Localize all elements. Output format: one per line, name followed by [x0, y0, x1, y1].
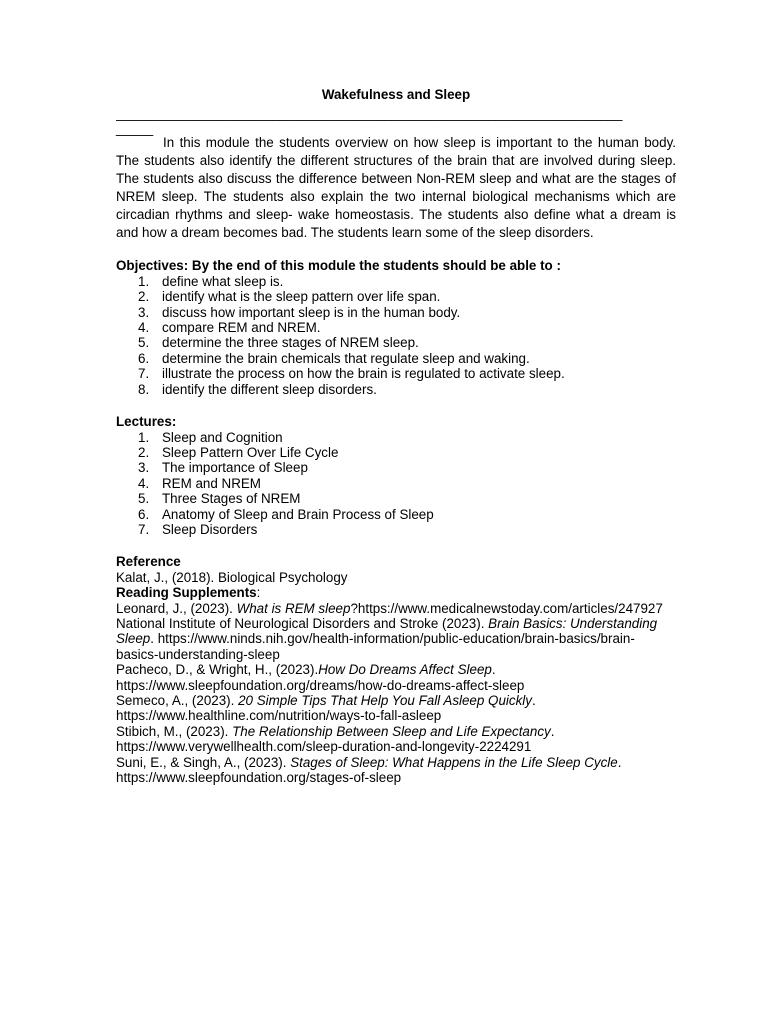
list-item — [138, 460, 676, 476]
list-number: 7. — [138, 521, 150, 537]
supplements-heading-line — [116, 585, 676, 600]
list-number: 2. — [138, 444, 150, 460]
document-page — [116, 86, 676, 785]
list-number: 4. — [138, 475, 150, 491]
list-item — [138, 475, 676, 491]
lectures-list — [116, 430, 676, 538]
list-number: 5. — [138, 491, 150, 507]
list-text: Anatomy of Sleep and Brain Process of Sleep — [162, 506, 434, 522]
supplement-author: Suni, E., & Singh, A., (2023). — [116, 754, 291, 770]
supplement-author: Leonard, J., (2023). — [116, 600, 237, 616]
supplements-heading-colon: : — [256, 585, 261, 601]
supplement-entry — [116, 755, 676, 786]
list-number: 3. — [138, 460, 150, 476]
list-text: Sleep Disorders — [162, 521, 258, 537]
supplement-title: What is REM sleep — [236, 600, 351, 616]
list-item — [138, 491, 676, 507]
document-title: Wakefulness and Sleep — [321, 87, 471, 102]
supplement-entry — [116, 601, 676, 616]
list-item — [138, 521, 676, 537]
list-item — [138, 366, 676, 382]
supplement-url[interactable]: . https://www.sleepfoundation.org/stages-of-sleep — [116, 754, 622, 786]
supplement-title: 20 Simple Tips That Help You Fall Asleep Quickly — [238, 693, 532, 708]
supplement-title: Stages of Sleep: What Happens in the Life Sleep Cycle — [290, 754, 618, 770]
supplement-entry — [116, 616, 676, 662]
list-text: determine the brain chemicals that regulate sleep and waking. — [162, 350, 530, 366]
list-text: Three Stages of NREM — [162, 491, 301, 507]
supplement-url[interactable]: . https://www.ninds.nih.gov/health-information/public-education/brain-basics/brain-basics-understanding-sleep — [116, 631, 635, 662]
list-text: REM and NREM — [162, 475, 261, 491]
supplement-author: Semeco, A., (2023). — [116, 693, 239, 708]
supplement-url[interactable]: . https://www.verywellhealth.com/sleep-duration-and-longevity-2224291 — [116, 723, 555, 755]
objectives-list — [116, 274, 676, 397]
title-underline-continued: _____ — [116, 121, 154, 136]
list-number: 1. — [138, 273, 150, 289]
reference-entry: Kalat, J., (2018). Biological Psychology — [116, 569, 348, 585]
supplement-title: How Do Dreams Affect Sleep — [318, 662, 492, 678]
list-text: define what sleep is. — [162, 273, 284, 289]
list-item — [138, 506, 676, 522]
supplement-entry — [116, 693, 676, 724]
list-number: 1. — [138, 429, 150, 445]
list-text: identify what is the sleep pattern over life span. — [162, 289, 441, 305]
list-item — [138, 381, 676, 397]
supplements-heading: Reading Supplements — [116, 585, 257, 601]
list-item — [138, 289, 676, 305]
list-number: 5. — [138, 335, 150, 351]
list-item — [138, 444, 676, 460]
list-number: 6. — [138, 350, 150, 366]
supplement-url[interactable]: . https://www.healthline.com/nutrition/ways-to-fall-asleep — [116, 693, 536, 724]
list-text: illustrate the process on how the brain is regulated to activate sleep. — [162, 366, 565, 382]
list-number: 8. — [138, 381, 150, 397]
lectures-heading: Lectures: — [116, 414, 177, 430]
list-number: 4. — [138, 320, 150, 336]
supplement-title: The Relationship Between Sleep and Life Expectancy — [232, 723, 551, 739]
list-item — [138, 273, 676, 289]
supplement-author: National Institute of Neurological Disorders and Stroke (2023). — [116, 615, 489, 631]
list-text: identify the different sleep disorders. — [162, 381, 377, 397]
supplement-entry — [116, 724, 676, 755]
supplement-entry — [116, 662, 676, 693]
title-underline: ____________________________________________________________________ — [116, 106, 623, 121]
list-text: Sleep Pattern Over Life Cycle — [162, 444, 339, 460]
supplement-url[interactable]: . https://www.sleepfoundation.org/dreams/how-do-dreams-affect-sleep — [116, 662, 525, 693]
intro-paragraph: In this module the students overview on how sleep is important to the human body. The students also identify the different structures of the brain that are involved during sleep. The students also discuss the difference between Non-REM sleep and what are the stages of NREM sleep. The students also explain the two internal biological mechanisms which are circadian rhythms and sleep- wake homeostasis. The students also define what a dream is and how a dream becomes bad. The students learn some of the sleep disorders. — [116, 135, 676, 240]
objectives-heading: Objectives: By the end of this module the students should be able to : — [116, 258, 561, 274]
list-text: The importance of Sleep — [162, 460, 308, 476]
list-number: 7. — [138, 366, 150, 382]
list-item — [138, 429, 676, 445]
supplement-url[interactable]: ?https://www.medicalnewstoday.com/articles/247927 — [350, 600, 663, 616]
list-number: 6. — [138, 506, 150, 522]
list-text: discuss how important sleep is in the human body. — [162, 304, 461, 320]
list-text: determine the three stages of NREM sleep. — [162, 335, 419, 351]
list-item — [138, 335, 676, 351]
list-item — [138, 304, 676, 320]
supplement-author: Stibich, M., (2023). — [116, 723, 233, 739]
list-item — [138, 320, 676, 336]
list-item — [138, 350, 676, 366]
reference-heading: Reference — [116, 554, 181, 570]
list-number: 2. — [138, 289, 150, 305]
supplement-author: Pacheco, D., & Wright, H., (2023). — [116, 662, 319, 678]
list-text: Sleep and Cognition — [162, 429, 283, 445]
list-number: 3. — [138, 304, 150, 320]
list-text: compare REM and NREM. — [162, 320, 321, 336]
supplement-title: Brain Basics: Understanding Sleep — [116, 615, 658, 647]
